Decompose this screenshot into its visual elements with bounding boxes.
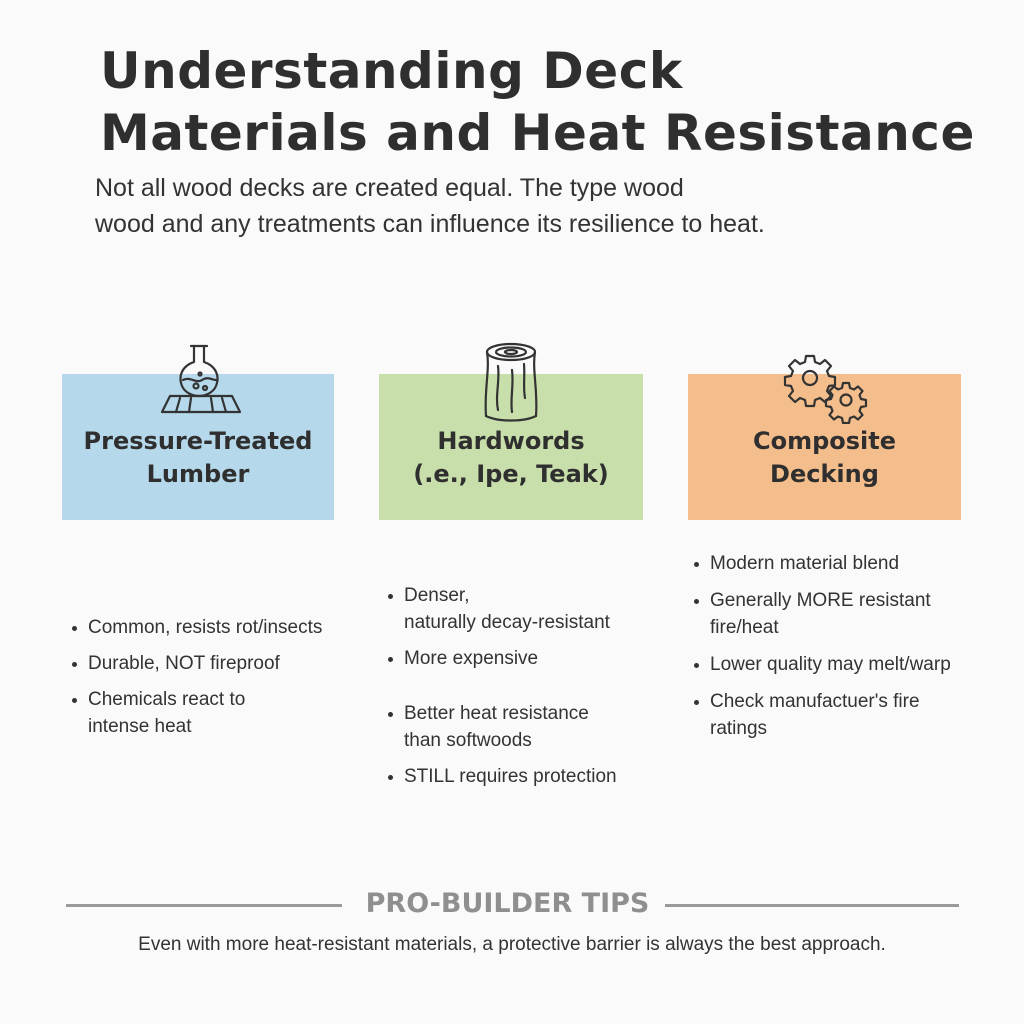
bullet-text: Check manufactuer's fire — [710, 691, 920, 712]
bullet-text: Lower quality may melt/warp — [710, 654, 951, 675]
bullet-item — [72, 686, 322, 740]
card-bullets-pressure-treated — [72, 614, 322, 740]
bullet-item — [388, 700, 617, 754]
card-title — [84, 403, 313, 491]
bullet-text: Better heat resistance — [404, 703, 589, 724]
bullet-item — [72, 650, 322, 677]
card-title-line-1: Pressure-Treated — [83, 427, 313, 455]
bullet-item — [388, 582, 617, 636]
bullet-text: Common, resists rot/insects — [88, 617, 323, 638]
bullet-item — [694, 688, 951, 742]
card-bullets-composite — [694, 550, 951, 742]
bullet-text: Chemicals react to — [88, 689, 246, 710]
bullet-text-cont: ratings — [710, 718, 768, 739]
card-title-line-2: Lumber — [146, 460, 250, 488]
bullet-text-cont: naturally decay-resistant — [404, 612, 610, 633]
bullet-text: More expensive — [404, 648, 539, 669]
card-title-line-2: (.e., Ipe, Teak) — [413, 460, 609, 488]
card-bullets-hardwoods — [388, 582, 617, 790]
bullet-text-cont: fire/heat — [710, 617, 779, 638]
title-line-2: Materials and Heat Resistance — [100, 104, 975, 162]
card-title-line-1: Hardwords — [437, 427, 585, 455]
bullet-text: Durable, NOT fireproof — [88, 653, 280, 674]
card-title-line-1: Composite — [752, 427, 897, 455]
bullet-text: Generally MORE resistant — [710, 590, 931, 611]
card-title-line-2: Decking — [770, 460, 879, 488]
bullet-item — [72, 614, 322, 641]
bullet-item — [694, 587, 951, 641]
subtitle-line-1: Not all wood decks are created equal. The type wood — [95, 174, 684, 202]
title-line-1: Understanding Deck — [100, 42, 683, 100]
bullet-item — [694, 550, 951, 577]
flask-on-board-icon — [158, 340, 244, 416]
subtitle-line-2: wood and any treatments can influence its resilience to heat. — [95, 210, 765, 238]
tips-text: Even with more heat-resistant materials, a protective barrier is always the best approach. — [138, 934, 886, 955]
bullet-item — [388, 763, 617, 790]
bullet-text: STILL requires protection — [404, 766, 617, 787]
bullet-text-cont: intense heat — [88, 716, 192, 737]
tips-heading: PRO-BUILDER TIPS — [365, 888, 650, 919]
bullet-text-cont: than softwoods — [404, 730, 532, 751]
bullet-item — [694, 651, 951, 678]
page-title — [100, 40, 975, 164]
bullet-item — [388, 645, 617, 672]
gears-icon — [782, 350, 870, 424]
log-icon — [478, 340, 544, 424]
page-subtitle — [95, 170, 765, 242]
bullet-text: Denser, — [404, 585, 470, 606]
tips-divider-left — [66, 904, 342, 907]
bullet-text: Modern material blend — [710, 553, 900, 574]
tips-divider-right — [665, 904, 959, 907]
